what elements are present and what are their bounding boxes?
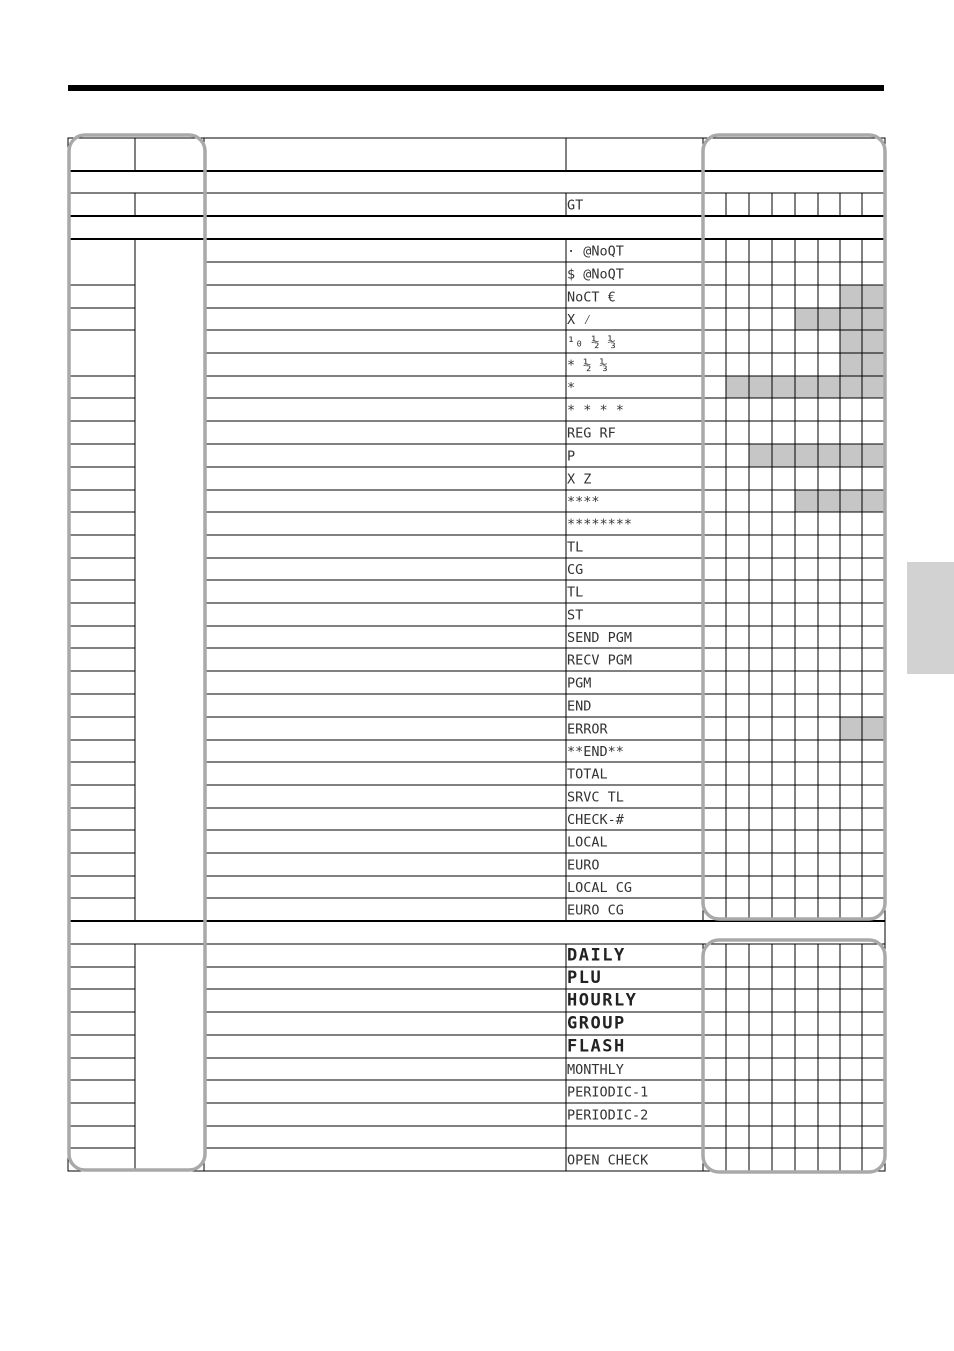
- print-text: PGM: [567, 675, 592, 692]
- shaded-cell: [840, 308, 862, 330]
- print-text: PLU: [567, 968, 603, 988]
- print-text: ¹₀ ½ ⅓: [567, 334, 616, 351]
- print-text: OPEN CHECK: [567, 1152, 649, 1169]
- print-text: HOURLY: [567, 990, 638, 1011]
- shaded-cell: [795, 490, 818, 512]
- shaded-cell: [840, 717, 862, 740]
- shaded-cell: [862, 308, 885, 330]
- shaded-cell: [772, 444, 795, 467]
- grid-lines: [68, 138, 885, 1171]
- shaded-cell: [818, 376, 840, 398]
- print-text-layer: [567, 198, 649, 1169]
- shaded-cell: [840, 353, 862, 376]
- left-highlight: [69, 135, 205, 1170]
- shaded-cell: [862, 717, 885, 740]
- print-text: SEND PGM: [567, 630, 633, 646]
- print-text: ********: [567, 516, 633, 533]
- print-text: ST: [567, 607, 584, 624]
- shaded-cell: [818, 490, 840, 512]
- shaded-cell: [726, 376, 749, 398]
- print-text: EURO: [567, 857, 600, 874]
- print-text: GROUP: [567, 1013, 626, 1034]
- print-text: GT: [567, 197, 584, 214]
- shaded-cell: [795, 308, 818, 330]
- print-text: ERROR: [567, 721, 608, 738]
- print-text: RECV PGM: [567, 652, 633, 669]
- print-text: MONTHLY: [567, 1062, 624, 1078]
- print-text: CHECK-#: [567, 812, 624, 828]
- shaded-cell: [862, 490, 885, 512]
- table-border: [68, 138, 885, 1171]
- print-text: TL: [567, 584, 584, 601]
- shaded-cell: [862, 330, 885, 353]
- print-text: * ½ ⅓: [567, 357, 608, 374]
- print-text: · @NoQT: [567, 243, 624, 260]
- shaded-cell: [862, 353, 885, 376]
- shaded-cell: [772, 376, 795, 398]
- shaded-cell: [840, 285, 862, 308]
- shaded-cell: [749, 444, 772, 467]
- print-text: PERIODIC-1: [567, 1084, 649, 1101]
- print-text: END: [567, 698, 592, 715]
- print-text: P: [567, 448, 576, 465]
- print-text: PERIODIC-2: [567, 1107, 649, 1124]
- print-text: CG: [567, 562, 584, 578]
- print-text: TL: [567, 539, 584, 556]
- print-text: TOTAL: [567, 766, 608, 783]
- shaded-cell: [862, 444, 885, 467]
- print-text: EURO CG: [567, 902, 624, 919]
- print-text: SRVC TL: [567, 789, 624, 806]
- shaded-cell: [818, 444, 840, 467]
- print-text: LOCAL CG: [567, 880, 633, 896]
- print-text: LOCAL: [567, 834, 608, 851]
- shaded-cell: [840, 376, 862, 398]
- shaded-cell: [862, 376, 885, 398]
- shaded-cell: [840, 490, 862, 512]
- print-text: FLASH: [567, 1036, 626, 1057]
- shaded-cell: [818, 308, 840, 330]
- print-text: $ @NoQT: [567, 266, 624, 283]
- print-text: * * * *: [567, 402, 624, 419]
- shaded-cell: [840, 330, 862, 353]
- print-text: ****: [567, 494, 600, 510]
- print-text: X ⁄: [567, 312, 592, 328]
- print-text: **END**: [567, 744, 624, 760]
- shaded-cell: [795, 376, 818, 398]
- right-highlight-lower: [703, 940, 885, 1172]
- print-text: REG RF: [567, 425, 616, 442]
- highlight-outlines: [69, 135, 885, 1172]
- print-text: DAILY: [567, 945, 626, 966]
- shaded-cell: [795, 444, 818, 467]
- right-highlight-upper: [703, 135, 885, 919]
- print-text: *: [567, 380, 576, 396]
- shaded-cell: [749, 376, 772, 398]
- shaded-cell: [862, 285, 885, 308]
- print-text: X Z: [567, 471, 592, 488]
- print-text: NoCT €: [567, 289, 616, 306]
- shaded-cell: [840, 444, 862, 467]
